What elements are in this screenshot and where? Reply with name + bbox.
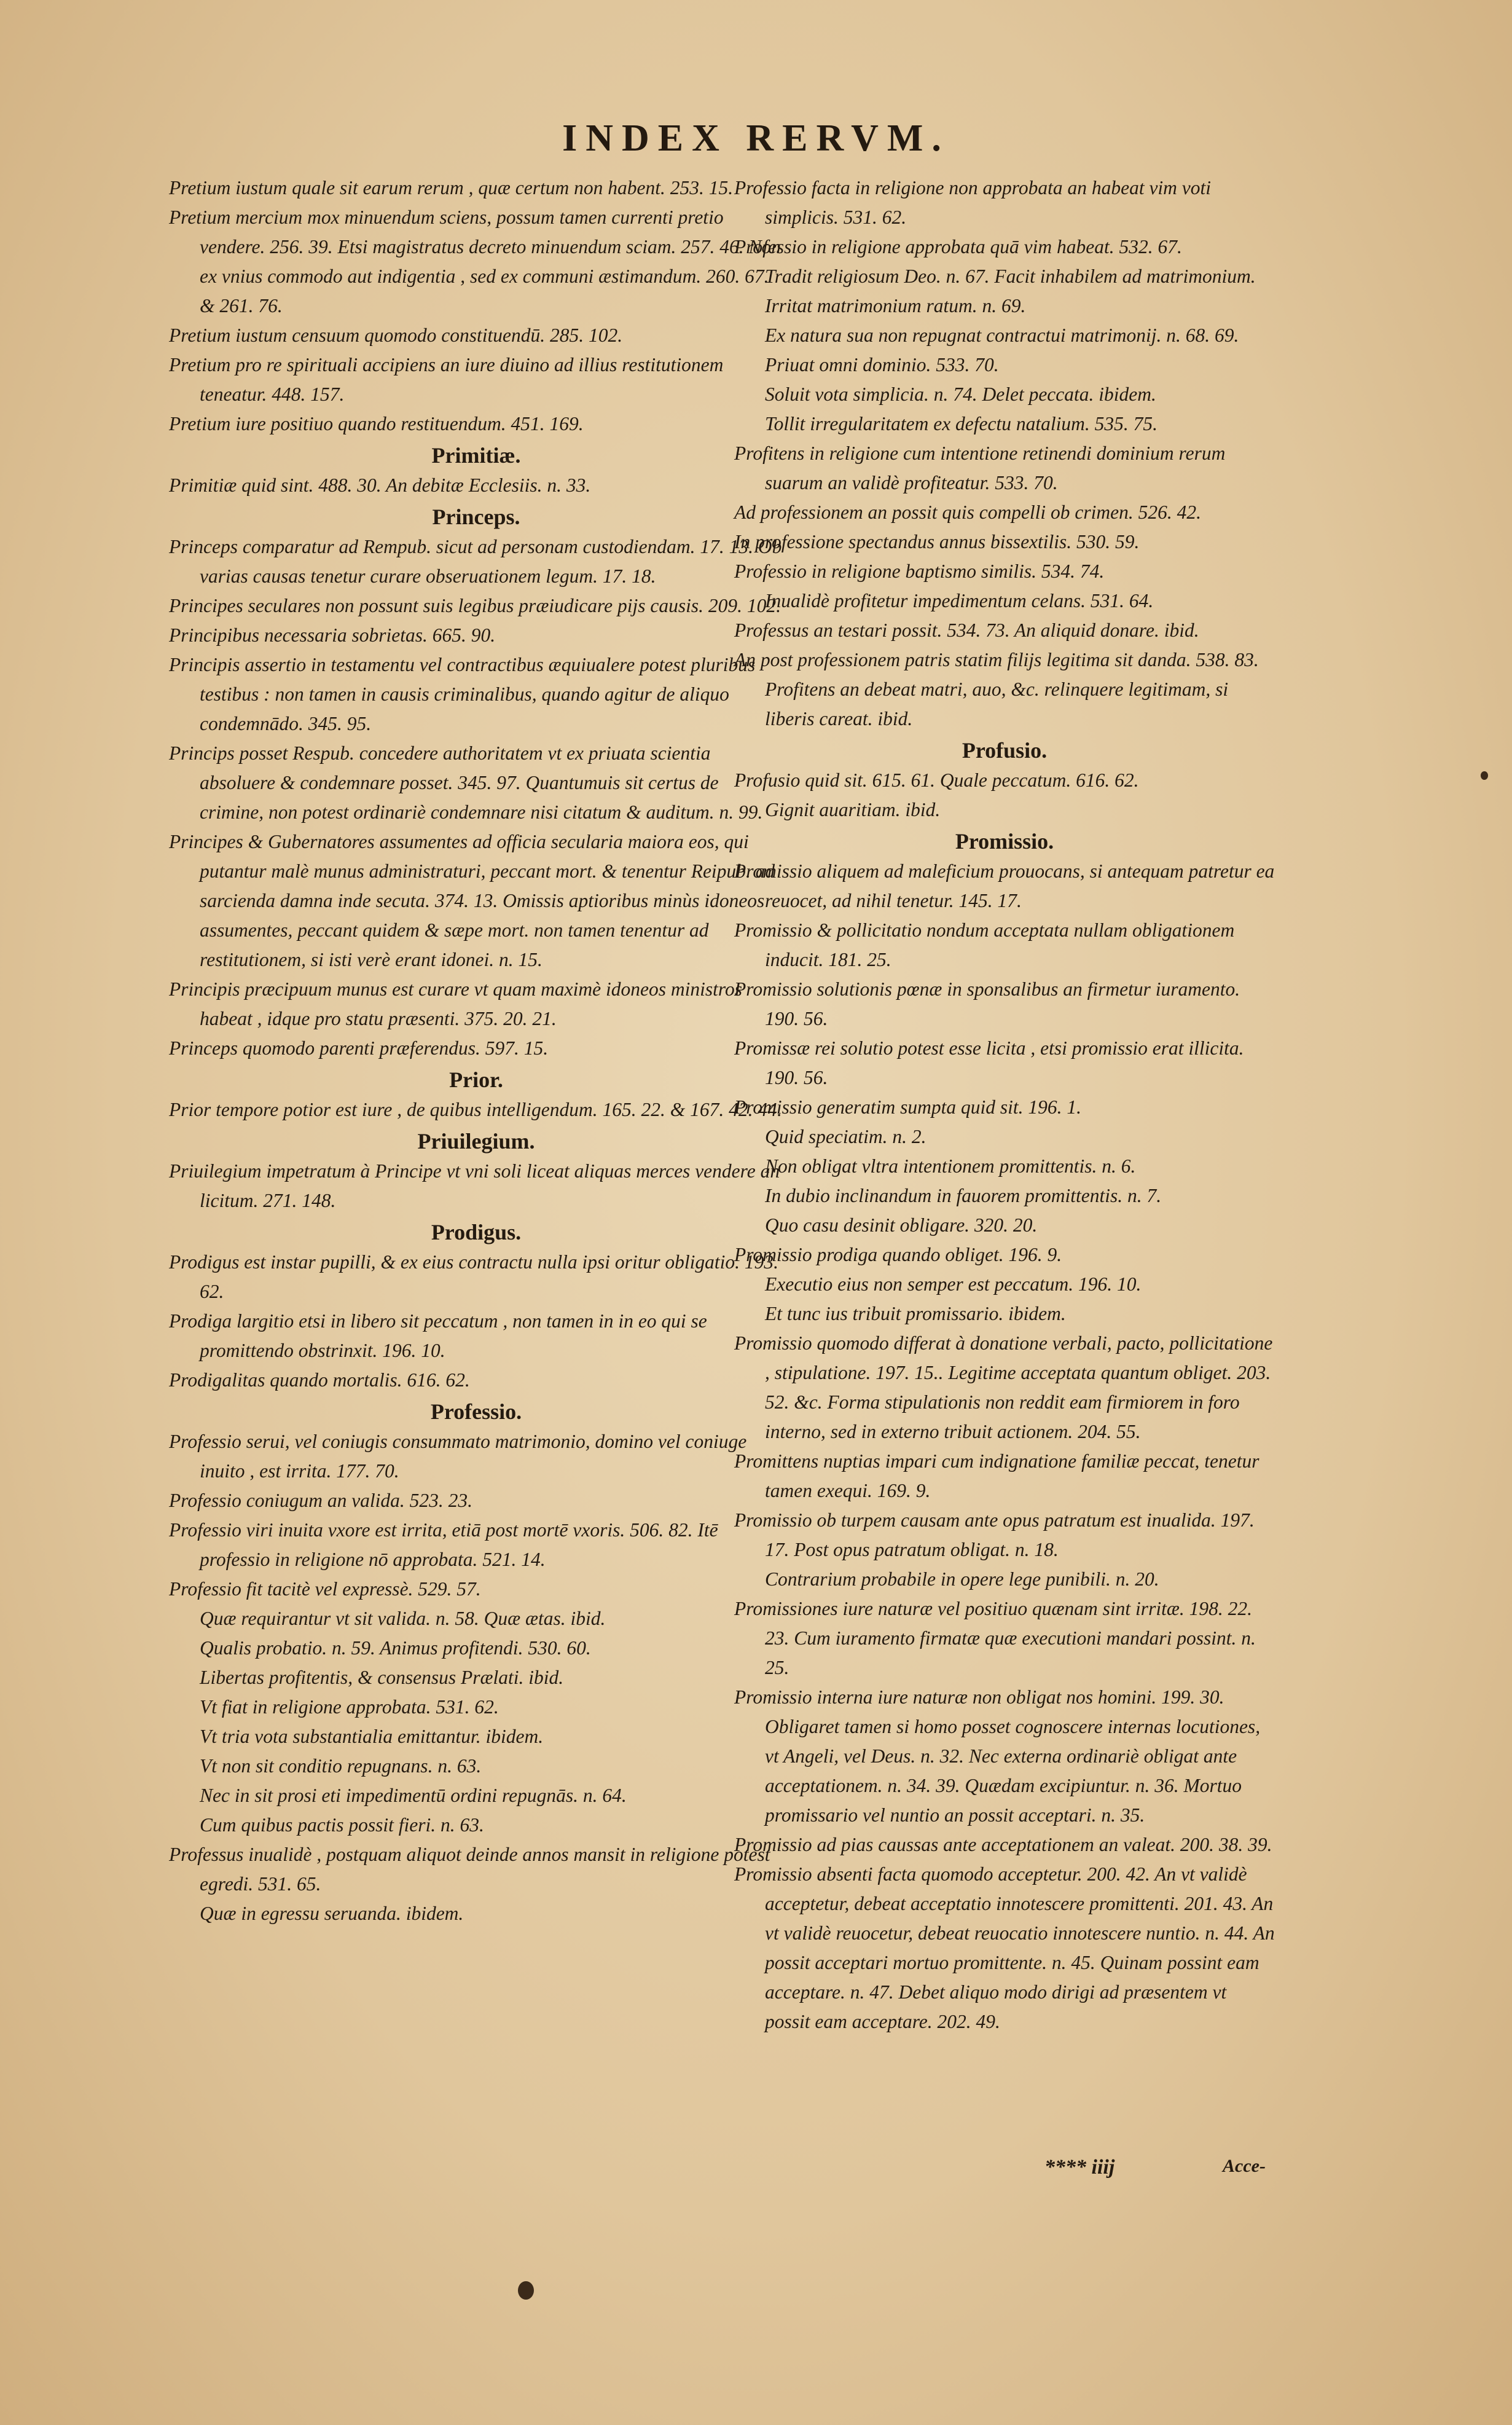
index-entry: Principis præcipuum munus est curare vt quam maximè idoneos ministros habeat , idque pro statu præsenti. 375. 20. 21. (169, 978, 742, 1029)
section-heading: Primitiæ. (431, 443, 521, 468)
index-entry: Pretium mercium mox minuendum sciens, possum tamen currenti pretio vendere. 256. 39. Etsi magistratus decreto minuendum sciam. 257. 46. Non ex vnius commodo aut indigentia , sed ex communi æstimandum. 260. 67. & 261. 76. (169, 206, 781, 316)
index-entry: Principis assertio in testamentu vel contractibus æquiualere potest pluribus testibus : non tamen in causis criminalibus, quando agitur de aliquo condemnādo. 345. 95. (169, 654, 756, 734)
index-entry: Professio coniugum an valida. 523. 23. (169, 1490, 473, 1511)
index-entry: In professione spectandus annus bissextilis. 530. 59. (734, 531, 1140, 552)
index-entry: Prodigalitas quando mortalis. 616. 62. (169, 1369, 470, 1391)
index-entry: Professio in religione baptismo similis. 534. 74. (734, 560, 1105, 582)
index-entry: Professus an testari possit. 534. 73. An aliquid donare. ibid. (734, 619, 1199, 641)
index-entry: Prior tempore potior est iure , de quibus intelligendum. 165. 22. & 167. 42. 44. (169, 1099, 782, 1120)
index-entry: Non obligat vltra intentionem promittentis. n. 6. (765, 1155, 1136, 1177)
index-entry: Professio fit tacitè vel expressè. 529. 57. (169, 1578, 481, 1600)
index-entry: Promittens nuptias impari cum indignatione familiæ peccat, tenetur tamen exequi. 169. 9. (734, 1450, 1259, 1501)
index-entry: Tollit irregularitatem ex defectu natalium. 535. 75. (765, 413, 1158, 434)
index-entry: Professio in religione approbata quā vim habeat. 532. 67. (734, 236, 1182, 257)
index-entry: Vt non sit conditio repugnans. n. 63. (200, 1755, 482, 1777)
index-entry: Promissio quomodo differat à donatione verbali, pacto, pollicitatione , stipulatione. 197. 15.. Legitime acceptata quantum obliget. 203. 52. &c. Forma stipulationis non reddit eam firmiorem in foro interno, sed in externo tribuit actionem. 204. 55. (734, 1332, 1273, 1442)
left-column (169, 173, 783, 1928)
index-entry: Executio eius non semper est peccatum. 196. 10. (765, 1273, 1142, 1295)
index-entry: Primitiæ quid sint. 488. 30. An debitæ Ecclesiis. n. 33. (169, 474, 591, 496)
index-entry: Pretium iustum censuum quomodo constituendū. 285. 102. (169, 324, 623, 346)
index-entry: Prodiga largitio etsi in libero sit peccatum , non tamen in in eo qui se promittendo obstrinxit. 196. 10. (169, 1310, 707, 1361)
index-entry: An post professionem patris statim filijs legitima sit danda. 538. 83. Profitens an debeat matri, auo, &c. relinquere legitimam, si liberis careat. ibid. (734, 649, 1259, 729)
index-entry: Princeps quomodo parenti præferendus. 597. 15. (169, 1037, 549, 1059)
index-entry: Promissio absenti facta quomodo acceptetur. 200. 42. An vt validè acceptetur, debeat acceptatio innotescere promittenti. 201. 43. An vt validè reuocetur, debeat reuocatio innotescere nuntio. n. 44. An possit acceptari mortuo promittente. n. 45. Quinam possint eam acceptare. n. 47. Debet aliquo modo dirigi ad præsentem vt possit eam acceptare. 202. 49. (734, 1863, 1275, 2032)
index-entry: Promissio ad pias caussas ante acceptationem an valeat. 200. 38. 39. (734, 1834, 1272, 1855)
index-entry: Promissio interna iure naturæ non obligat nos homini. 199. 30. Obligaret tamen si homo posset cognoscere internas locutiones, vt Angeli, vel Deus. n. 32. Nec externa ordinariè obligat ante acceptationem. n. 34. 39. Quædam excipiuntur. n. 36. Mortuo promissario vel nuntio an possit acceptari. n. 35. (734, 1686, 1261, 1826)
index-entry: Professio viri inuita vxore est irrita, etiā post mortē vxoris. 506. 82. Itē professio in religione nō approbata. 521. 14. (169, 1519, 718, 1570)
section-heading: Promissio. (955, 829, 1054, 854)
section-heading: Prior. (449, 1067, 503, 1092)
right-column (734, 173, 1275, 2037)
index-entry: Vt fiat in religione approbata. 531. 62. (200, 1696, 499, 1718)
index-entry: Quæ requirantur vt sit valida. n. 58. Quæ ætas. ibid. (200, 1608, 606, 1629)
index-entry: Pretium iure positiuo quando restituendum. 451. 169. (169, 413, 584, 434)
index-entry: Professio serui, vel coniugis consummato matrimonio, domino vel coniuge inuito , est irrita. 177. 70. (169, 1431, 747, 1482)
index-entry: Princips posset Respub. concedere authoritatem vt ex priuata scientia absoluere & condemnare posset. 345. 97. Quantumuis sit certus de crimine, non potest ordinariè condemnare nisi citatum & auditum. n. 99. (169, 742, 763, 823)
page-header: INDEX RERVM. (562, 117, 950, 159)
index-entry: Tradit religiosum Deo. n. 67. Facit inhabilem ad matrimonium. Irritat matrimonium ratum. n. 69. (765, 265, 1256, 316)
index-entry: Princeps comparatur ad Rempub. sicut ad personam custodiendam. 17. 13. Ob varias causas tenetur curare obseruationem legum. 17. 18. (169, 536, 782, 587)
index-entry: Priuilegium impetratum à Principe vt vni soli liceat aliquas merces vendere an licitum. 271. 148. (169, 1160, 780, 1211)
section-heading: Prodigus. (431, 1220, 522, 1244)
section-heading: Profusio. (962, 738, 1048, 763)
signature-mark: **** iiij (1044, 2156, 1115, 2179)
index-entry: Pretium iustum quale sit earum rerum , quæ certum non habent. 253. 15. (169, 177, 734, 198)
index-entry: Libertas profitentis, & consensus Prælati. ibid. (200, 1667, 564, 1688)
index-entry: Principes seculares non possunt suis legibus præiudicare pijs causis. 209. 102. (169, 595, 781, 616)
index-entry: Promissio solutionis pœnæ in sponsalibus an firmetur iuramento. 190. 56. (734, 978, 1240, 1029)
index-entry: Vt tria vota substantialia emittantur. ibidem. (200, 1726, 544, 1747)
index-entry: Prodigus est instar pupilli, & ex eius contractu nulla ipsi oritur obligatio. 193. 62. (169, 1251, 778, 1302)
index-entry: Professus inualidè , postquam aliquot deinde annos mansit in religione potest egredi. 531. 65. (169, 1844, 770, 1895)
index-entry: Promissio generatim sumpta quid sit. 196. 1. (734, 1096, 1081, 1118)
index-entry: Principes & Gubernatores assumentes ad officia secularia maiora eos, qui putantur malè munus administraturi, peccant mort. & tenentur Reipub. ad sarcienda damna inde secuta. 374. 13. Omissis aptioribus minùs idoneos assumentes, peccant quidem & sæpe mort. non tamen tenentur ad restitutionem, si isti verè erant idonei. n. 15. (169, 831, 775, 970)
index-entry: Promissio & pollicitatio nondum acceptata nullam obligationem inducit. 181. 25. (734, 919, 1235, 970)
index-entry: Pretium pro re spirituali accipiens an iure diuino ad illius restitutionem teneatur. 448. 157. (169, 354, 724, 405)
index-entry: Cum quibus pactis possit fieri. n. 63. (200, 1814, 484, 1836)
index-entry: Et tunc ius tribuit promissario. ibidem. (765, 1303, 1066, 1324)
index-entry: Quæ in egressu seruanda. ibidem. (200, 1903, 464, 1924)
section-heading: Professio. (430, 1399, 522, 1424)
ink-blot (518, 2281, 534, 2300)
index-entry: Contrarium probabile in opere lege punibili. n. 20. (765, 1568, 1159, 1590)
catchword: Acce- (1223, 2156, 1266, 2176)
index-entry: Profitens in religione cum intentione retinendi dominium rerum suarum an validè profiteatur. 533. 70. (734, 442, 1226, 493)
index-entry: Promissio ob turpem causam ante opus patratum est inualida. 197. 17. Post opus patratum obligat. n. 18. (734, 1509, 1255, 1560)
index-entry: Professio facta in religione non approbata an habeat vim voti simplicis. 531. 62. (734, 177, 1212, 228)
index-entry: Quid speciatim. n. 2. (765, 1126, 926, 1147)
index-entry: Promissiones iure naturæ vel positiuo quænam sint irritæ. 198. 22. 23. Cum iuramento firmatæ quæ executioni mandari possint. n. 25. (734, 1598, 1256, 1678)
index-entry: Promissio aliquem ad maleficium prouocans, si antequam patretur ea reuocet, ad nihil tenetur. 145. 17. (734, 860, 1275, 911)
index-entry: Gignit auaritiam. ibid. (765, 799, 941, 820)
ink-blot (1481, 771, 1488, 780)
index-entry: Ad professionem an possit quis compelli ob crimen. 526. 42. (734, 501, 1202, 523)
index-entry: Promissæ rei solutio potest esse licita , etsi promissio erat illicita. 190. 56. (734, 1037, 1244, 1088)
index-entry: Principibus necessaria sobrietas. 665. 90. (169, 624, 496, 646)
section-heading: Priuilegium. (417, 1129, 535, 1154)
section-heading: Princeps. (432, 505, 520, 529)
index-entry: Promissio prodiga quando obliget. 196. 9. (734, 1244, 1062, 1265)
index-entry: Ex natura sua non repugnat contractui matrimonij. n. 68. 69. Priuat omni dominio. 533. 70. (765, 324, 1239, 375)
index-entry: Soluit vota simplicia. n. 74. Delet peccata. ibidem. (765, 383, 1156, 405)
index-entry: In dubio inclinandum in fauorem promittentis. n. 7. (765, 1185, 1162, 1206)
index-entry: Nec in sit prosi eti impedimentū ordini repugnās. n. 64. (200, 1785, 627, 1806)
index-entry: Profusio quid sit. 615. 61. Quale peccatum. 616. 62. (734, 769, 1139, 791)
index-entry: Inualidè profitetur impedimentum celans. 531. 64. (765, 590, 1154, 611)
index-entry: Qualis probatio. n. 59. Animus profitendi. 530. 60. (200, 1637, 591, 1659)
index-entry: Quo casu desinit obligare. 320. 20. (765, 1214, 1038, 1236)
